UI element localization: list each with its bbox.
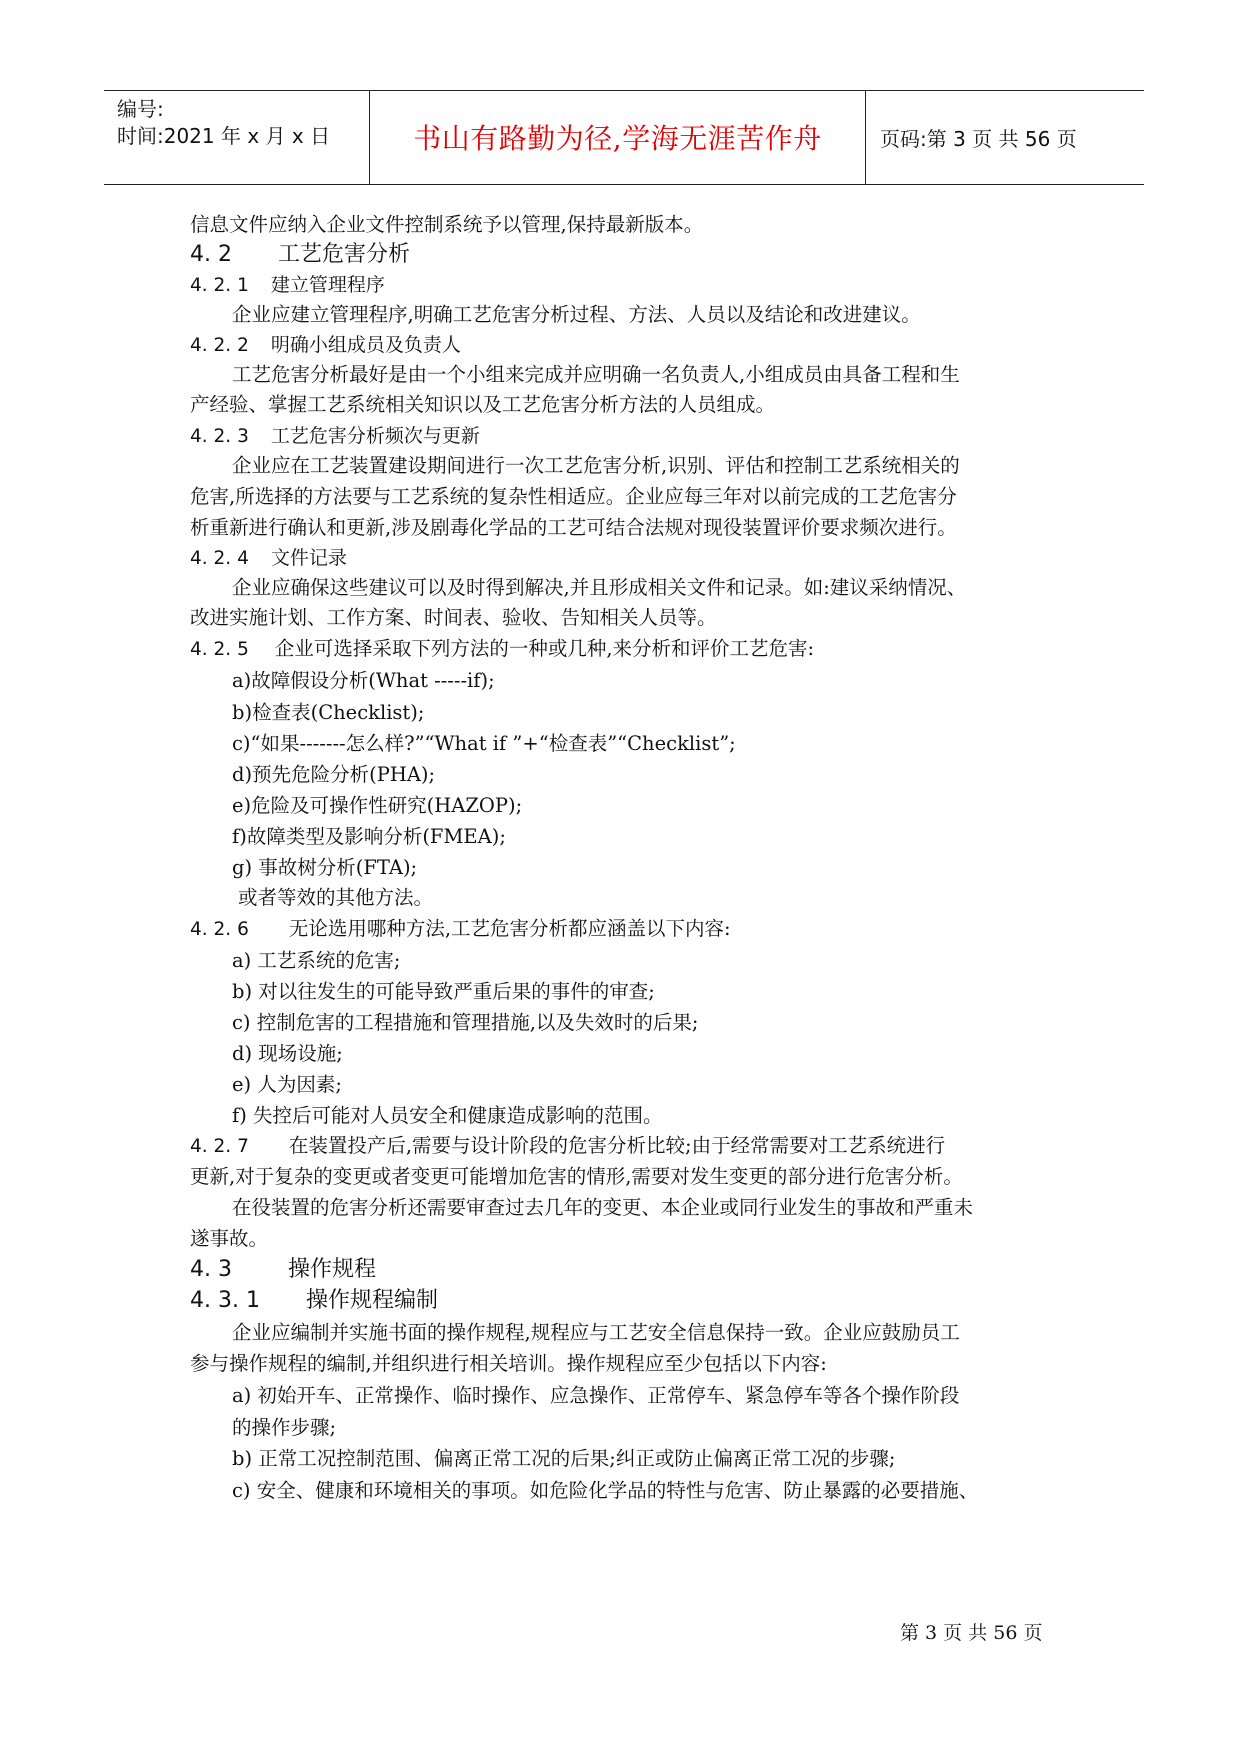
list-item: d)预先危险分析(PHA);	[232, 763, 436, 786]
header-meta-cell	[104, 91, 369, 184]
list-item: a) 工艺系统的危害;	[232, 949, 401, 972]
body-line: 或者等效的其他方法。	[238, 886, 434, 909]
doc-number-label: 编号:	[117, 97, 164, 121]
subsection-heading	[190, 632, 1070, 666]
subsection-title: 操作规程编制	[305, 1288, 438, 1313]
subsection-heading	[190, 328, 1070, 362]
list-item: a)故障假设分析(What -----if);	[232, 669, 495, 692]
list-item: g) 事故树分析(FTA);	[232, 856, 418, 879]
section-title: 操作规程	[287, 1257, 376, 1282]
subsection-heading	[190, 1284, 1070, 1317]
header-page-info: 页码:第 3 页 共 56 页	[880, 127, 1077, 151]
subsection-title: 建立管理程序	[270, 274, 385, 296]
subsection-number: 4. 2. 6	[190, 919, 249, 940]
section-heading-4-3	[190, 1253, 1070, 1286]
subsection-heading	[190, 1129, 1070, 1163]
list-item: a) 初始开车、正常操作、临时操作、应急操作、正常停车、紧急停车等各个操作阶段	[232, 1384, 960, 1407]
body-line: 企业应确保这些建议可以及时得到解决,并且形成相关文件和记录。如:建议采纳情况、	[232, 576, 967, 599]
list-item: e) 人为因素;	[232, 1073, 342, 1096]
section-heading-4-2	[190, 238, 1070, 271]
subsection-heading	[190, 912, 1070, 946]
body-line: 遂事故。	[190, 1227, 269, 1250]
subsection-heading	[190, 541, 1070, 575]
list-item: c) 安全、健康和环境相关的事项。如危险化学品的特性与危害、防止暴露的必要措施、	[232, 1479, 979, 1502]
subsection-title: 文件记录	[270, 547, 347, 569]
header-slogan: 书山有路勤为径,学海无涯苦作舟	[413, 122, 822, 155]
body-line: 改进实施计划、工作方案、时间表、验收、告知相关人员等。	[190, 606, 717, 629]
body-text: 无论选用哪种方法,工艺危害分析都应涵盖以下内容:	[288, 917, 731, 940]
subsection-number: 4. 2. 4	[190, 548, 249, 569]
subsection-title: 工艺危害分析频次与更新	[270, 425, 480, 447]
header-slogan-cell	[369, 91, 866, 184]
subsection-number: 4. 3. 1	[190, 1288, 260, 1313]
list-item: b) 对以往发生的可能导致严重后果的事件的审查;	[232, 980, 655, 1003]
page-header	[104, 90, 1144, 185]
page-footer: 第 3 页 共 56 页	[900, 1622, 1043, 1644]
body-line: 参与操作规程的编制,并组织进行相关培训。操作规程应至少包括以下内容:	[190, 1352, 827, 1375]
subsection-number: 4. 2. 2	[190, 335, 249, 356]
body-line: 企业应建立管理程序,明确工艺危害分析过程、方法、人员以及结论和改进建议。	[232, 303, 921, 326]
list-item: c)“如果-------怎么样?”“What if ”+“检查表”“Checklist”;	[232, 732, 736, 755]
body-text: 在装置投产后,需要与设计阶段的危害分析比较;由于经常需要对工艺系统进行	[288, 1134, 946, 1157]
list-item: b) 正常工况控制范围、偏离正常工况的后果;纠正或防止偏离正常工况的步骤;	[232, 1447, 896, 1470]
subsection-number: 4. 2. 7	[190, 1136, 249, 1157]
list-item-continuation: 的操作步骤;	[232, 1416, 337, 1439]
section-title: 工艺危害分析	[277, 242, 410, 267]
body-text: 企业可选择采取下列方法的一种或几种,来分析和评价工艺危害:	[274, 637, 815, 660]
section-number: 4. 3	[190, 1257, 232, 1282]
section-number: 4. 2	[190, 242, 232, 267]
list-item: b)检查表(Checklist);	[232, 701, 425, 724]
list-item: e)危险及可操作性研究(HAZOP);	[232, 794, 523, 817]
header-page-cell	[866, 91, 1144, 184]
list-item: c) 控制危害的工程措施和管理措施,以及失效时的后果;	[232, 1011, 699, 1034]
subsection-heading	[190, 419, 1070, 453]
subsection-number: 4. 2. 5	[190, 639, 249, 660]
body-line: 工艺危害分析最好是由一个小组来完成并应明确一名负责人,小组成员由具备工程和生	[232, 363, 960, 386]
subsection-number: 4. 2. 1	[190, 275, 249, 296]
list-item: d) 现场设施;	[232, 1042, 343, 1065]
list-item: f) 失控后可能对人员安全和健康造成影响的范围。	[232, 1104, 663, 1127]
body-line: 更新,对于复杂的变更或者变更可能增加危害的情形,需要对发生变更的部分进行危害分析。	[190, 1165, 963, 1188]
body-line: 危害,所选择的方法要与工艺系统的复杂性相适应。企业应每三年对以前完成的工艺危害分	[190, 485, 957, 508]
list-item: f)故障类型及影响分析(FMEA);	[232, 825, 506, 848]
body-line: 产经验、掌握工艺系统相关知识以及工艺危害分析方法的人员组成。	[190, 393, 776, 416]
body-line: 在役装置的危害分析还需要审查过去几年的变更、本企业或同行业发生的事故和严重未	[232, 1196, 974, 1219]
body-line: 信息文件应纳入企业文件控制系统予以管理,保持最新版本。	[190, 213, 704, 236]
body-line: 企业应编制并实施书面的操作规程,规程应与工艺安全信息保持一致。企业应鼓励员工	[232, 1321, 960, 1344]
doc-time-label: 时间:2021 年 x 月 x 日	[117, 124, 331, 148]
subsection-title: 明确小组成员及负责人	[270, 334, 461, 356]
body-line: 析重新进行确认和更新,涉及剧毒化学品的工艺可结合法规对现役装置评价要求频次进行。	[190, 516, 957, 539]
subsection-number: 4. 2. 3	[190, 426, 249, 447]
subsection-heading	[190, 268, 1070, 302]
body-line: 企业应在工艺装置建设期间进行一次工艺危害分析,识别、评估和控制工艺系统相关的	[232, 454, 960, 477]
